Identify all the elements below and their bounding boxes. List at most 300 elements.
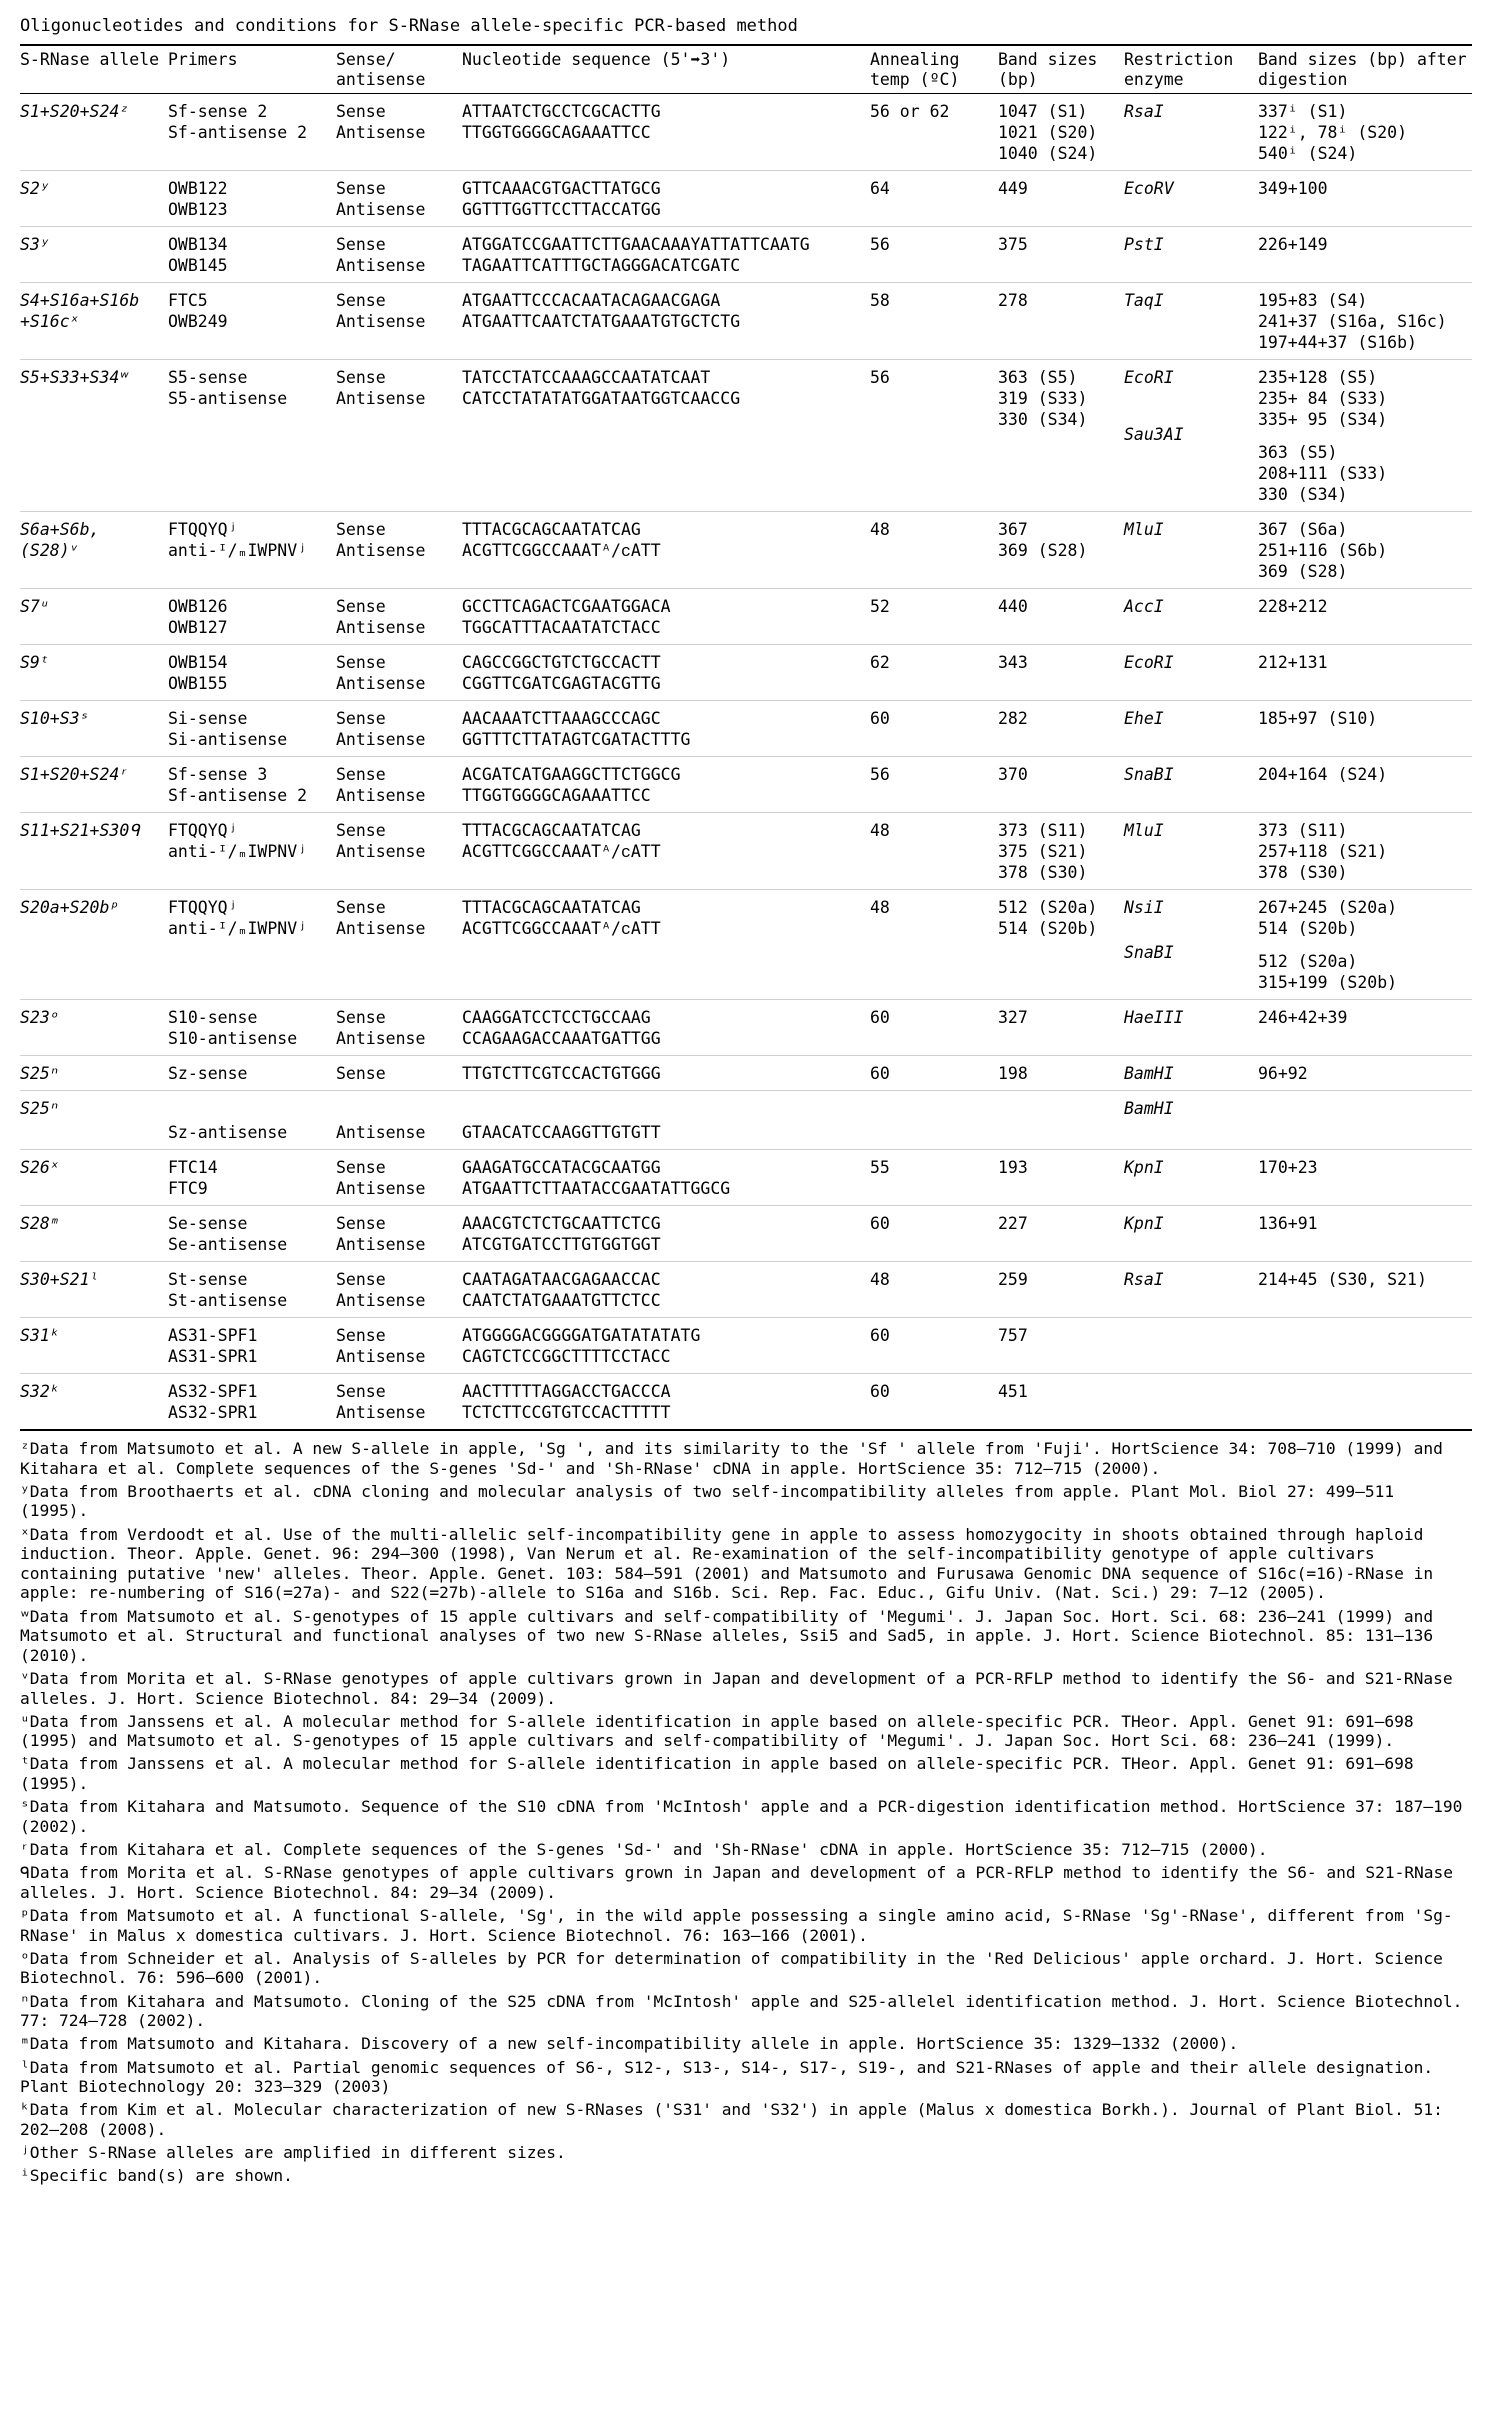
digest-cell-line: 122ⁱ, 78ⁱ (S20)	[1258, 123, 1408, 142]
enzyme-cell-line	[1124, 930, 1254, 942]
sense-cell-line: Sense	[336, 291, 386, 310]
digest-cell	[1258, 1262, 1472, 1318]
sense-cell-line: Antisense	[336, 618, 426, 637]
digest-cell-line: 235+128 (S5)	[1258, 368, 1378, 387]
table-row	[20, 757, 1472, 813]
footnote: ᵘData from Janssens et al. A molecular method for S-allele identification in apple based on allele-specific PCR. THeor. Appl. Genet 91: 691–698 (1995) and Matsumoto et al. S-genotypes of 15 apple cultivars and self-compatibility of 'Megumi'. J. Japan Soc. Hort Sci. 68: 236–241 (1999).	[20, 1711, 1414, 1751]
table-row	[20, 1262, 1472, 1318]
sense-cell	[336, 1374, 462, 1431]
sense-cell	[336, 1318, 462, 1374]
allele-cell-text: S4+S16a+S16b +S16cˣ	[20, 291, 140, 331]
bands-cell-line: 259	[998, 1270, 1028, 1289]
sense-cell-line: Antisense	[336, 200, 426, 219]
digest-cell-line: 349+100	[1258, 179, 1328, 198]
enzyme-cell-line: KpnI	[1124, 1214, 1164, 1233]
enzyme-cell	[1124, 94, 1258, 171]
digest-cell-line: 241+37 (S16a, S16c)	[1258, 312, 1447, 331]
enzyme-cell-line: TaqI	[1124, 291, 1164, 310]
bands-cell-line: 440	[998, 597, 1028, 616]
table-row	[20, 589, 1472, 645]
temp-cell-text: 48	[870, 1270, 890, 1289]
primers-cell-line: FTC5	[168, 291, 208, 310]
primers-cell-line: S10-sense	[168, 1008, 258, 1027]
primers-cell	[168, 645, 336, 701]
digest-cell	[1258, 1091, 1472, 1150]
footnote: ʲOther S-RNase alleles are amplified in different sizes.	[20, 2143, 566, 2163]
bands-cell-line: 375	[998, 235, 1028, 254]
allele-cell-text: S31ᵏ	[20, 1326, 60, 1345]
bands-cell	[998, 360, 1124, 512]
sequence-cell-line: CGGTTCGATCGAGTACGTTG	[462, 674, 661, 693]
digest-cell-line: 540ⁱ (S24)	[1258, 144, 1358, 163]
allele-cell	[20, 512, 168, 589]
temp-cell-text: 56	[870, 765, 890, 784]
sequence-cell-line: ACGTTCGGCCAAATᴬ/ᴄATT	[462, 919, 661, 938]
allele-cell	[20, 94, 168, 171]
enzyme-cell	[1124, 1318, 1258, 1374]
table-row	[20, 1091, 1472, 1150]
digest-cell-line: 251+116 (S6b)	[1258, 541, 1388, 560]
sequence-cell-line	[462, 1110, 866, 1122]
digest-cell-line: 204+164 (S24)	[1258, 765, 1388, 784]
primers-cell-line: FTQQYQʲ	[168, 821, 238, 840]
primer-table	[20, 44, 1472, 1431]
primers-cell-line: S5-sense	[168, 368, 248, 387]
temp-cell-text: 60	[870, 1008, 890, 1027]
primers-cell-line: anti-ᴵ/ₘIWPNVʲ	[168, 919, 308, 938]
allele-cell-text: S32ᵏ	[20, 1382, 60, 1401]
primers-cell-line: St-antisense	[168, 1291, 288, 1310]
table-row	[20, 94, 1472, 171]
sequence-cell	[462, 757, 870, 813]
sequence-cell	[462, 94, 870, 171]
temp-cell	[870, 1206, 998, 1262]
primers-cell-line: Sf-antisense 2	[168, 786, 308, 805]
sense-cell-line: Antisense	[336, 389, 426, 408]
bands-cell	[998, 890, 1124, 1000]
sequence-cell-line: CAATCTATGAAATGTTCTCC	[462, 1291, 661, 1310]
header-digest: Band sizes (bp) after digestion	[1258, 45, 1472, 94]
sequence-cell-line: TTTACGCAGCAATATCAG	[462, 898, 641, 917]
primers-cell-line: anti-ᴵ/ₘIWPNVʲ	[168, 842, 308, 861]
primers-cell-line: FTC9	[168, 1179, 208, 1198]
bands-cell	[998, 757, 1124, 813]
sense-cell-line: Sense	[336, 1214, 386, 1233]
digest-cell-line: 335+ 95 (S34)	[1258, 410, 1388, 429]
temp-cell-text: 56 or 62	[870, 102, 950, 121]
table-row	[20, 645, 1472, 701]
allele-cell-text: S26ˣ	[20, 1158, 60, 1177]
bands-cell	[998, 1206, 1124, 1262]
bands-cell-line: 373 (S11)	[998, 821, 1088, 840]
temp-cell-text: 60	[870, 1214, 890, 1233]
sense-cell	[336, 645, 462, 701]
footnote: ʷData from Matsumoto et al. S-genotypes of 15 apple cultivars and self-compatibility of 'Megumi'. J. Japan Soc. Hort. Sci. 68: 236–241 (1999) and Matsumoto et al. Structural and functional analyses of two new S-RNase alleles, Ssi5 and Sad5, in apple. J. Hort. Science Biotechnol. 85: 131–136 (2010).	[20, 1606, 1434, 1665]
allele-cell	[20, 1000, 168, 1056]
enzyme-cell-line: PstI	[1124, 235, 1164, 254]
enzyme-cell	[1124, 360, 1258, 512]
bands-cell	[998, 589, 1124, 645]
enzyme-cell-line: BamHI	[1124, 1099, 1174, 1118]
temp-cell	[870, 645, 998, 701]
footnote: ˣData from Verdoodt et al. Use of the multi-allelic self-incompatibility gene in apple to assess homozygocity in shoots obtained through haploid induction. Theor. Apple. Genet. 96: 294–300 (1998), Van Nerum et al. Re-examination of the self-incompatibility genotype of apple cultivars containing putative 'new' alleles. Theor. Apple. Genet. 103: 584–591 (2001) and Matsumoto and Furusawa Genomic DNA sequence of S16c(=16)-RNase in apple: re-numbering of S16(=27a)- and S22(=27b)-allele to S16a and S16b. Sci. Rep. Fac. Educ., Gifu Univ. (Nat. Sci.) 29: 7–12 (2005).	[20, 1524, 1434, 1603]
allele-cell	[20, 171, 168, 227]
allele-cell	[20, 645, 168, 701]
temp-cell	[870, 283, 998, 360]
footnote: ᵖData from Matsumoto et al. A functional S-allele, 'Sg', in the wild apple possessing a single amino acid, S-RNase 'Sg'-RNase', different from 'Sg-RNase' in Malus x domestica cultivars. J. Hort. Science Biotechnol. 76: 163–166 (2001).	[20, 1906, 1453, 1945]
bands-cell-line: 193	[998, 1158, 1028, 1177]
sense-cell-line: Sense	[336, 368, 386, 387]
enzyme-cell	[1124, 1374, 1258, 1431]
footnote: ⁿData from Kitahara and Matsumoto. Cloning of the S25 cDNA from 'McIntosh' apple and S25-allelel identification method. J. Hort. Science Biotechnol. 77: 724–728 (2002).	[20, 1991, 1463, 2031]
sense-cell-line: Antisense	[336, 1029, 426, 1048]
sense-cell	[336, 94, 462, 171]
digest-cell	[1258, 227, 1472, 283]
digest-cell-line: 378 (S30)	[1258, 863, 1348, 882]
sense-cell	[336, 512, 462, 589]
temp-cell-text: 56	[870, 235, 890, 254]
sense-cell-line: Antisense	[336, 674, 426, 693]
primers-cell-line: AS31-SPR1	[168, 1347, 258, 1366]
allele-cell-text: S11+S21+S30ᑫ	[20, 821, 140, 840]
temp-cell	[870, 589, 998, 645]
primers-cell	[168, 1206, 336, 1262]
allele-cell-text: S5+S33+S34ʷ	[20, 368, 130, 387]
sequence-cell	[462, 1262, 870, 1318]
sequence-cell	[462, 227, 870, 283]
bands-cell-line: 282	[998, 709, 1028, 728]
digest-cell-line: 170+23	[1258, 1158, 1318, 1177]
sense-cell	[336, 1150, 462, 1206]
digest-cell	[1258, 360, 1472, 512]
sequence-cell	[462, 1091, 870, 1150]
document	[20, 14, 1472, 2189]
temp-cell-text: 60	[870, 709, 890, 728]
temp-cell-text: 58	[870, 291, 890, 310]
primers-cell	[168, 171, 336, 227]
header-primers: Primers	[168, 45, 336, 94]
sequence-cell	[462, 360, 870, 512]
table-row	[20, 171, 1472, 227]
digest-cell-line: 208+111 (S33)	[1258, 464, 1388, 483]
sense-cell-line: Antisense	[336, 786, 426, 805]
enzyme-cell	[1124, 1000, 1258, 1056]
table-caption: Oligonucleotides and conditions for S-RNase allele-specific PCR-based method	[20, 16, 798, 36]
bands-cell-line: 512 (S20a)	[998, 898, 1098, 917]
sense-cell-line: Antisense	[336, 541, 426, 560]
primers-cell-line: Se-antisense	[168, 1235, 288, 1254]
primers-cell	[168, 890, 336, 1000]
primers-cell-line: S5-antisense	[168, 389, 288, 408]
enzyme-cell-line: AccI	[1124, 597, 1164, 616]
primers-cell-line: FTC14	[168, 1158, 218, 1177]
bands-cell	[998, 227, 1124, 283]
table-row	[20, 1374, 1472, 1431]
sequence-cell-line: GAAGATGCCATACGCAATGG	[462, 1158, 661, 1177]
sequence-cell-line: CAATAGATAACGAGAACCAC	[462, 1270, 661, 1289]
enzyme-cell-line: BamHI	[1124, 1064, 1174, 1083]
sequence-cell-line: TTTACGCAGCAATATCAG	[462, 520, 641, 539]
enzyme-cell	[1124, 1206, 1258, 1262]
sequence-cell	[462, 645, 870, 701]
primers-cell-line: OWB134	[168, 235, 228, 254]
sense-cell-line: Antisense	[336, 1347, 426, 1366]
temp-cell	[870, 1056, 998, 1091]
bands-cell-line: 278	[998, 291, 1028, 310]
bands-cell-line: 319 (S33)	[998, 389, 1088, 408]
digest-cell-line: 214+45 (S30, S21)	[1258, 1270, 1427, 1289]
sense-cell-line: Antisense	[336, 1235, 426, 1254]
digest-cell-line: 235+ 84 (S33)	[1258, 389, 1388, 408]
sequence-cell-line: TTGGTGGGGCAGAAATTCC	[462, 786, 651, 805]
sequence-cell-line: ACGTTCGGCCAAATᴬ/ᴄATT	[462, 541, 661, 560]
temp-cell-text: 60	[870, 1326, 890, 1345]
header-sequence: Nucleotide sequence (5'➡3')	[462, 45, 870, 94]
temp-cell	[870, 512, 998, 589]
temp-cell	[870, 1150, 998, 1206]
primers-cell-line: OWB122	[168, 179, 228, 198]
bands-cell-line: 378 (S30)	[998, 863, 1088, 882]
bands-cell	[998, 1374, 1124, 1431]
primers-cell	[168, 512, 336, 589]
primers-cell	[168, 589, 336, 645]
digest-cell-line: 212+131	[1258, 653, 1328, 672]
primers-cell-line: OWB127	[168, 618, 228, 637]
enzyme-cell-line: MluI	[1124, 821, 1164, 840]
sense-cell	[336, 227, 462, 283]
sequence-cell	[462, 1150, 870, 1206]
bands-cell-line: 375 (S21)	[998, 842, 1088, 861]
table-row	[20, 890, 1472, 1000]
bands-cell	[998, 701, 1124, 757]
bands-cell	[998, 1318, 1124, 1374]
sequence-cell	[462, 701, 870, 757]
table-row	[20, 227, 1472, 283]
digest-cell-line: 195+83 (S4)	[1258, 291, 1368, 310]
bands-cell	[998, 813, 1124, 890]
header-bands: Band sizes (bp)	[998, 45, 1124, 94]
bands-cell-line: 327	[998, 1008, 1028, 1027]
temp-cell-text: 62	[870, 653, 890, 672]
digest-cell	[1258, 890, 1472, 1000]
temp-cell	[870, 1091, 998, 1150]
sequence-cell-line: GTTCAAACGTGACTTATGCG	[462, 179, 661, 198]
allele-cell	[20, 1374, 168, 1431]
table-row	[20, 360, 1472, 512]
sense-cell	[336, 1206, 462, 1262]
primers-cell-line: OWB126	[168, 597, 228, 616]
digest-cell	[1258, 757, 1472, 813]
digest-cell-line: 367 (S6a)	[1258, 520, 1348, 539]
sequence-cell-line: ATGAATTCTTAATACCGAATATTGGCG	[462, 1179, 731, 1198]
footnote: ᵏData from Kim et al. Molecular characterization of new S-RNases ('S31' and 'S32') in apple (Malus x domestica Borkh.). Journal of Plant Biol. 51: 202–208 (2008).	[20, 2100, 1443, 2139]
table-row	[20, 1318, 1472, 1374]
enzyme-cell-line	[1124, 388, 1254, 400]
sequence-cell-line: ATCGTGATCCTTGTGGTGGT	[462, 1235, 661, 1254]
temp-cell-text: 60	[870, 1064, 890, 1083]
bands-cell-line: 198	[998, 1064, 1028, 1083]
allele-cell-text: S1+S20+S24ᶻ	[20, 102, 130, 121]
sense-cell	[336, 1262, 462, 1318]
table-row	[20, 283, 1472, 360]
allele-cell	[20, 283, 168, 360]
primers-cell	[168, 360, 336, 512]
digest-cell	[1258, 813, 1472, 890]
enzyme-cell	[1124, 227, 1258, 283]
allele-cell-text: S7ᵘ	[20, 597, 50, 616]
header-enzyme: Restriction enzyme	[1124, 45, 1258, 94]
primers-cell	[168, 1056, 336, 1091]
digest-cell	[1258, 1150, 1472, 1206]
primers-cell	[168, 227, 336, 283]
table-body	[20, 94, 1472, 1431]
primers-cell-line: Sz-antisense	[168, 1123, 288, 1142]
header-sense: Sense/ antisense	[336, 45, 462, 94]
bands-cell-line: 343	[998, 653, 1028, 672]
digest-cell	[1258, 1000, 1472, 1056]
digest-cell-line: 514 (S20b)	[1258, 919, 1358, 938]
sense-cell	[336, 360, 462, 512]
enzyme-cell	[1124, 1262, 1258, 1318]
primers-cell-line: Sf-sense 3	[168, 765, 268, 784]
bands-cell	[998, 1000, 1124, 1056]
enzyme-cell	[1124, 757, 1258, 813]
enzyme-cell-line: EcoRI	[1124, 368, 1174, 387]
primers-cell	[168, 757, 336, 813]
primers-cell-line: AS31-SPF1	[168, 1326, 258, 1345]
bands-cell	[998, 512, 1124, 589]
allele-cell-text: S30+S21ˡ	[20, 1270, 100, 1289]
primers-cell-line: OWB154	[168, 653, 228, 672]
sequence-cell-line: TGGCATTTACAATATCTACC	[462, 618, 661, 637]
sequence-cell-line: ACGTTCGGCCAAATᴬ/ᴄATT	[462, 842, 661, 861]
sequence-cell-line: CAGCCGGCTGTCTGCCACTT	[462, 653, 661, 672]
digest-cell-line	[1258, 939, 1468, 951]
sense-cell-line: Antisense	[336, 123, 426, 142]
digest-cell	[1258, 1206, 1472, 1262]
sense-cell	[336, 757, 462, 813]
enzyme-cell	[1124, 1150, 1258, 1206]
footnote: ʸData from Broothaerts et al. cDNA cloning and molecular analysis of two self-incompatibility alleles from apple. Plant Mol. Biol 27: 499–511 (1995).	[20, 1481, 1395, 1521]
enzyme-cell	[1124, 645, 1258, 701]
primers-cell	[168, 1000, 336, 1056]
allele-cell	[20, 813, 168, 890]
allele-cell	[20, 1091, 168, 1150]
sense-cell-line: Sense	[336, 1008, 386, 1027]
sense-cell	[336, 890, 462, 1000]
digest-cell-line: 315+199 (S20b)	[1258, 973, 1398, 992]
sequence-cell-line: ATTAATCTGCCTCGCACTTG	[462, 102, 661, 121]
digest-cell	[1258, 645, 1472, 701]
sense-cell-line: Sense	[336, 653, 386, 672]
allele-cell	[20, 1206, 168, 1262]
table-row	[20, 512, 1472, 589]
sequence-cell-line: ATGAATTCAATCTATGAAATGTGCTCTG	[462, 312, 741, 331]
sense-cell-line: Sense	[336, 1064, 386, 1083]
sequence-cell-line: TATCCTATCCAAAGCCAATATCAAT	[462, 368, 711, 387]
footnote: ˢData from Kitahara and Matsumoto. Sequence of the S10 cDNA from 'McIntosh' apple and a PCR-digestion identification method. HortScience 37: 187–190 (2002).	[20, 1797, 1463, 1836]
digest-cell	[1258, 1374, 1472, 1431]
sequence-cell	[462, 589, 870, 645]
allele-cell-text: S25ⁿ	[20, 1064, 60, 1083]
sense-cell-line: Sense	[336, 709, 386, 728]
sense-cell	[336, 1000, 462, 1056]
bands-cell	[998, 645, 1124, 701]
allele-cell	[20, 1262, 168, 1318]
enzyme-cell-line: RsaI	[1124, 1270, 1164, 1289]
sequence-cell	[462, 813, 870, 890]
primers-cell-line: Se-sense	[168, 1214, 248, 1233]
sequence-cell	[462, 512, 870, 589]
allele-cell-text: S6a+S6b, (S28)ᵛ	[20, 520, 100, 560]
enzyme-cell-line: Sau3AI	[1124, 425, 1184, 444]
enzyme-cell-line	[1124, 918, 1254, 930]
sense-cell	[336, 1091, 462, 1150]
sequence-cell-line: GGTTTCTTATAGTCGATACTTTG	[462, 730, 691, 749]
temp-cell	[870, 360, 998, 512]
bands-cell	[998, 1056, 1124, 1091]
digest-cell	[1258, 283, 1472, 360]
bands-cell	[998, 1091, 1124, 1150]
temp-cell	[870, 227, 998, 283]
sequence-cell-line: AACAAATCTTAAAGCCCAGC	[462, 709, 661, 728]
digest-cell-line: 330 (S34)	[1258, 485, 1348, 504]
digest-cell-line: 369 (S28)	[1258, 562, 1348, 581]
primers-cell	[168, 94, 336, 171]
sequence-cell-line: GGTTTGGTTCCTTACCATGG	[462, 200, 661, 219]
bands-cell-line: 1021 (S20)	[998, 123, 1098, 142]
sequence-cell-line: TTGGTGGGGCAGAAATTCC	[462, 123, 651, 142]
primers-cell-line: Sf-antisense 2	[168, 123, 308, 142]
table-row	[20, 813, 1472, 890]
temp-cell	[870, 890, 998, 1000]
header-temp: Annealing temp (ºC)	[870, 45, 998, 94]
sense-cell-line: Antisense	[336, 730, 426, 749]
bands-cell-line: 367	[998, 520, 1028, 539]
temp-cell-text: 48	[870, 821, 890, 840]
sense-cell-line: Sense	[336, 1382, 386, 1401]
enzyme-cell-line: RsaI	[1124, 102, 1164, 121]
primers-cell-line	[168, 1110, 332, 1122]
enzyme-cell-line: SnaBI	[1124, 943, 1174, 962]
enzyme-cell-line: EcoRV	[1124, 179, 1174, 198]
table-row	[20, 1000, 1472, 1056]
temp-cell-text: 48	[870, 898, 890, 917]
primers-cell	[168, 701, 336, 757]
primers-cell	[168, 1150, 336, 1206]
primers-cell-line: St-sense	[168, 1270, 248, 1289]
sense-cell-line: Sense	[336, 765, 386, 784]
sequence-cell-line: TTTACGCAGCAATATCAG	[462, 821, 641, 840]
sense-cell-line: Sense	[336, 597, 386, 616]
enzyme-cell	[1124, 890, 1258, 1000]
allele-cell	[20, 360, 168, 512]
table-row	[20, 1150, 1472, 1206]
sequence-cell	[462, 1318, 870, 1374]
primers-cell-line: AS32-SPR1	[168, 1403, 258, 1422]
bands-cell-line: 369 (S28)	[998, 541, 1088, 560]
primers-cell-line: S10-antisense	[168, 1029, 298, 1048]
temp-cell-text: 56	[870, 368, 890, 387]
enzyme-cell	[1124, 1056, 1258, 1091]
sense-cell	[336, 171, 462, 227]
primers-cell	[168, 283, 336, 360]
footnotes	[20, 1439, 1472, 2186]
allele-cell	[20, 890, 168, 1000]
primers-cell-line: FTQQYQʲ	[168, 520, 238, 539]
digest-cell-line: 96+92	[1258, 1064, 1308, 1083]
primers-cell	[168, 813, 336, 890]
